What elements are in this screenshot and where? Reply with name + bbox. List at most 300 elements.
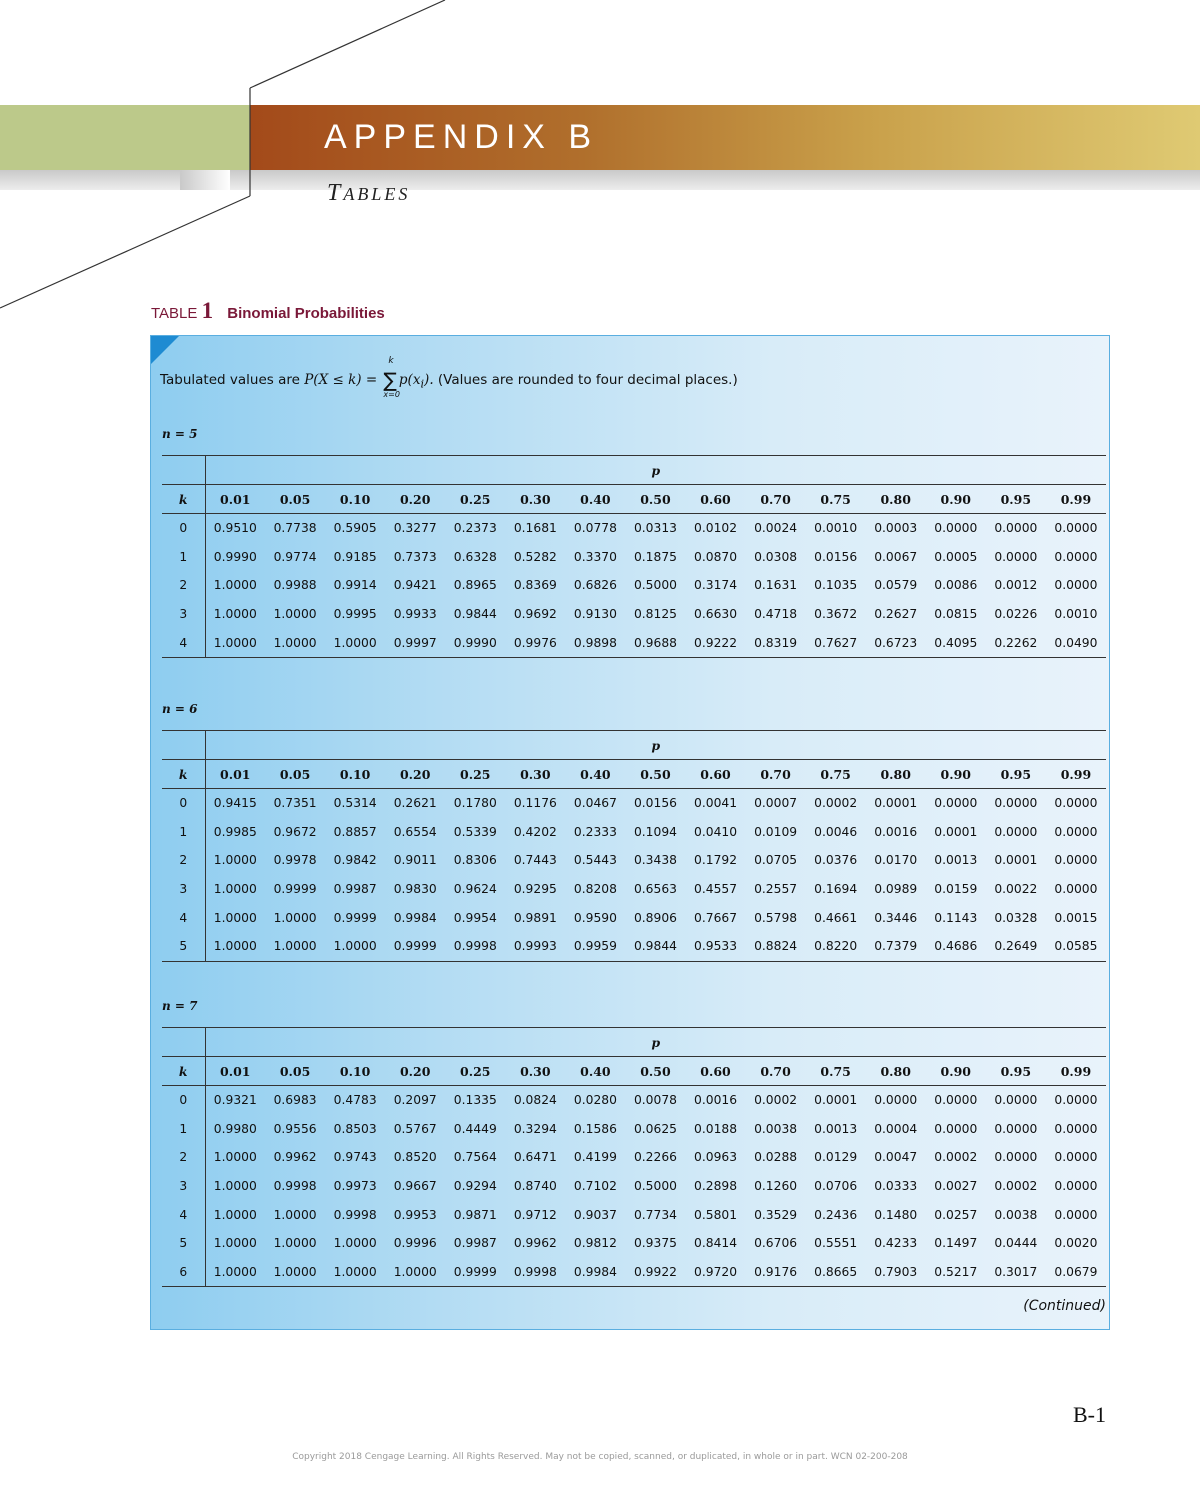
p-value-header: 0.25 (445, 760, 505, 789)
probability-cell: 0.1780 (453, 796, 497, 811)
probability-cell: 0.0067 (874, 549, 918, 564)
p-value-header: 0.01 (205, 760, 265, 789)
probability-cell: 0.5905 (333, 521, 377, 536)
probability-cell: 0.8906 (633, 910, 677, 925)
p-value-header: 0.90 (926, 1057, 986, 1086)
continued-note: (Continued) (1023, 1298, 1106, 1314)
header-blank-cell (162, 1028, 205, 1057)
decorative-line-top (250, 0, 445, 88)
probability-cell: 0.6983 (273, 1093, 317, 1108)
probability-cell: 0.0815 (934, 607, 978, 622)
probability-cell: 0.0129 (814, 1150, 858, 1165)
probability-cell: 0.0000 (994, 549, 1038, 564)
probability-cell: 0.6723 (866, 628, 926, 657)
p-value-header: 0.25 (445, 485, 505, 514)
probability-cell: 0.0027 (934, 1179, 978, 1194)
probability-cell: 0.1094 (633, 824, 677, 839)
probability-cell: 0.9953 (393, 1207, 437, 1222)
intro-part2: (Values are rounded to four decimal places.) (433, 372, 738, 388)
probability-cell: 0.7564 (453, 1150, 497, 1165)
probability-cell: 1.0000 (265, 932, 325, 961)
probability-cell: 0.1694 (814, 882, 858, 897)
k-value: 4 (162, 628, 205, 657)
probability-cell: 0.0170 (874, 853, 918, 868)
probability-cell: 0.2621 (393, 796, 437, 811)
probability-cell: 0.9672 (273, 824, 317, 839)
probability-cell: 0.0000 (1054, 824, 1098, 839)
k-value: 6 (162, 1258, 205, 1287)
p-value-header: 0.10 (325, 1057, 385, 1086)
probability-cell: 1.0000 (213, 1207, 257, 1222)
probability-cell: 0.2097 (393, 1093, 437, 1108)
probability-cell: 0.9667 (393, 1179, 437, 1194)
probability-cell: 0.1335 (453, 1093, 497, 1108)
probability-cell: 0.9176 (746, 1258, 806, 1287)
probability-cell: 0.0000 (1054, 1207, 1098, 1222)
probability-cell: 0.0870 (694, 549, 738, 564)
probability-cell: 0.1143 (934, 910, 978, 925)
probability-cell: 0.8824 (746, 932, 806, 961)
probability-cell: 0.7379 (866, 932, 926, 961)
probability-cell: 0.3174 (694, 578, 738, 593)
probability-cell: 0.0288 (754, 1150, 798, 1165)
probability-cell: 0.0000 (1054, 796, 1098, 811)
probability-cell: 0.0109 (754, 824, 798, 839)
k-value: 3 (162, 1172, 205, 1201)
table-row (162, 514, 1106, 543)
k-header: k (162, 1057, 205, 1086)
k-value: 1 (162, 543, 205, 572)
probability-cell: 0.1681 (513, 521, 557, 536)
probability-cell: 0.2373 (453, 521, 497, 536)
probability-cell: 0.0000 (1054, 549, 1098, 564)
probability-cell: 1.0000 (205, 1258, 265, 1287)
probability-cell: 0.0038 (754, 1121, 798, 1136)
probability-cell: 0.0778 (573, 521, 617, 536)
probability-cell: 0.9973 (333, 1179, 377, 1194)
table-row (162, 875, 1106, 904)
probability-cell: 0.8208 (573, 882, 617, 897)
k-header: k (162, 485, 205, 514)
table-row (162, 1115, 1106, 1144)
probability-cell: 0.3446 (874, 910, 918, 925)
probability-cell: 0.1035 (814, 578, 858, 593)
probability-cell: 0.0706 (814, 1179, 858, 1194)
k-value: 1 (162, 818, 205, 847)
probability-cell: 0.1497 (934, 1236, 978, 1251)
probability-cell: 0.0000 (1054, 1093, 1098, 1108)
probability-cell: 0.7734 (633, 1207, 677, 1222)
probability-cell: 0.4783 (333, 1093, 377, 1108)
probability-cell: 0.5000 (633, 1179, 677, 1194)
probability-cell: 0.4095 (926, 628, 986, 657)
probability-cell: 0.0156 (633, 796, 677, 811)
probability-cell: 0.9844 (453, 607, 497, 622)
probability-cell: 0.9999 (445, 1258, 505, 1287)
probability-cell: 0.2627 (874, 607, 918, 622)
p-value-header: 0.99 (1046, 1057, 1106, 1086)
p-value-header: 0.40 (565, 760, 625, 789)
probability-cell: 0.8503 (333, 1121, 377, 1136)
p-value-header: 0.50 (625, 485, 685, 514)
probability-cell: 0.9321 (213, 1093, 257, 1108)
table-row (162, 1200, 1106, 1229)
probability-cell: 0.7738 (273, 521, 317, 536)
probability-cell: 0.0000 (934, 521, 978, 536)
copyright-notice: Copyright 2018 Cengage Learning. All Rights Reserved. May not be copied, scanned, or duplicated, in whole or in part. WCN 02-200-208 (292, 1452, 908, 1462)
probability-cell: 0.1875 (633, 549, 677, 564)
probability-cell: 1.0000 (205, 932, 265, 961)
probability-cell: 0.9962 (513, 1236, 557, 1251)
k-value: 2 (162, 1143, 205, 1172)
probability-cell: 0.4661 (814, 910, 858, 925)
probability-cell: 0.6706 (754, 1236, 798, 1251)
probability-cell: 0.9959 (565, 932, 625, 961)
probability-cell: 0.9222 (686, 628, 746, 657)
probability-cell: 0.3294 (513, 1121, 557, 1136)
probability-cell: 0.0016 (694, 1093, 738, 1108)
probability-cell: 0.9984 (565, 1258, 625, 1287)
probability-cell: 1.0000 (273, 1207, 317, 1222)
p-value-header: 0.30 (505, 485, 565, 514)
probability-cell: 0.0308 (754, 549, 798, 564)
k-value: 0 (162, 789, 205, 818)
table-row (162, 846, 1106, 875)
k-value: 3 (162, 875, 205, 904)
probability-cell: 1.0000 (273, 607, 317, 622)
probability-cell: 0.9692 (513, 607, 557, 622)
probability-cell: 0.2649 (986, 932, 1046, 961)
probability-cell: 0.9995 (333, 607, 377, 622)
probability-cell: 0.0257 (934, 1207, 978, 1222)
probability-cell: 0.0013 (814, 1121, 858, 1136)
p-value-header: 0.20 (385, 1057, 445, 1086)
intro-part1: Tabulated values are (160, 372, 305, 388)
probability-cell: 0.0000 (994, 1093, 1038, 1108)
probability-cell: 0.0012 (994, 578, 1038, 593)
p-value-header: 0.95 (986, 1057, 1046, 1086)
probability-cell: 0.5217 (926, 1258, 986, 1287)
table-caption-number: 1 (201, 298, 214, 323)
table-intro (160, 356, 738, 399)
probability-cell: 0.6554 (393, 824, 437, 839)
p-value-header: 0.10 (325, 760, 385, 789)
probability-cell: 0.5000 (633, 578, 677, 593)
p-value-header: 0.80 (866, 1057, 926, 1086)
probability-cell: 0.9844 (625, 932, 685, 961)
k-value: 2 (162, 846, 205, 875)
p-value-header: 0.05 (265, 760, 325, 789)
p-value-header: 0.60 (686, 485, 746, 514)
probability-cell: 0.2262 (986, 628, 1046, 657)
probability-cell: 0.6328 (453, 549, 497, 564)
sum-upper-limit: k (388, 356, 394, 366)
probability-cell: 0.0963 (694, 1150, 738, 1165)
table-row (162, 1086, 1106, 1115)
probability-cell: 0.9987 (333, 882, 377, 897)
probability-cell: 0.6826 (573, 578, 617, 593)
binomial-table (162, 730, 1106, 962)
probability-cell: 0.9990 (445, 628, 505, 657)
probability-cell: 0.9294 (453, 1179, 497, 1194)
probability-cell: 0.9922 (625, 1258, 685, 1287)
probability-cell: 0.4202 (513, 824, 557, 839)
probability-cell: 0.1480 (874, 1207, 918, 1222)
probability-cell: 1.0000 (213, 853, 257, 868)
probability-cell: 0.9842 (333, 853, 377, 868)
p-value-header: 0.40 (565, 1057, 625, 1086)
probability-cell: 0.2898 (694, 1179, 738, 1194)
p-header: p (205, 1028, 1106, 1057)
probability-cell: 0.9590 (573, 910, 617, 925)
binomial-table (162, 455, 1106, 658)
probability-cell: 0.9999 (333, 910, 377, 925)
table-row (162, 571, 1106, 600)
p-value-header: 0.75 (806, 485, 866, 514)
probability-cell: 0.0000 (1054, 882, 1098, 897)
probability-cell: 0.2333 (573, 824, 617, 839)
p-value-header: 0.95 (986, 760, 1046, 789)
probability-cell: 1.0000 (213, 882, 257, 897)
probability-cell: 0.9999 (385, 932, 445, 961)
probability-cell: 0.9993 (505, 932, 565, 961)
probability-cell: 0.0410 (694, 824, 738, 839)
probability-cell: 0.0004 (874, 1121, 918, 1136)
probability-cell: 0.0000 (874, 1093, 918, 1108)
probability-cell: 0.5282 (513, 549, 557, 564)
probability-cell: 0.9891 (513, 910, 557, 925)
probability-cell: 0.9985 (213, 824, 257, 839)
p-value-header: 0.90 (926, 485, 986, 514)
probability-cell: 0.4557 (694, 882, 738, 897)
p-value-header: 0.80 (866, 485, 926, 514)
probability-cell: 0.8965 (453, 578, 497, 593)
probability-cell: 0.0000 (1054, 578, 1098, 593)
probability-cell: 1.0000 (213, 1236, 257, 1251)
p-value-header: 0.99 (1046, 760, 1106, 789)
p-value-header: 0.90 (926, 760, 986, 789)
p-value-header: 0.60 (686, 1057, 746, 1086)
probability-cell: 0.0086 (934, 578, 978, 593)
probability-cell: 0.0000 (934, 1093, 978, 1108)
probability-cell: 1.0000 (265, 628, 325, 657)
probability-cell: 0.2436 (814, 1207, 858, 1222)
probability-cell: 0.0020 (1054, 1236, 1098, 1251)
probability-cell: 1.0000 (385, 1258, 445, 1287)
p-value-header: 0.05 (265, 1057, 325, 1086)
header-blank-cell (162, 456, 205, 485)
probability-cell: 0.9688 (625, 628, 685, 657)
p-value-header: 0.70 (746, 760, 806, 789)
k-value: 0 (162, 1086, 205, 1115)
probability-cell: 0.1586 (573, 1121, 617, 1136)
probability-cell: 0.0007 (754, 796, 798, 811)
probability-cell: 0.9011 (393, 853, 437, 868)
probability-cell: 0.0333 (874, 1179, 918, 1194)
panel-corner-marker (151, 336, 179, 364)
probability-cell: 0.5767 (393, 1121, 437, 1136)
probability-cell: 0.9774 (273, 549, 317, 564)
probability-cell: 1.0000 (213, 1179, 257, 1194)
p-value-header: 0.10 (325, 485, 385, 514)
probability-cell: 0.8520 (393, 1150, 437, 1165)
probability-cell: 0.9624 (453, 882, 497, 897)
probability-cell: 0.9712 (513, 1207, 557, 1222)
probability-cell: 0.9997 (385, 628, 445, 657)
probability-cell: 0.3672 (814, 607, 858, 622)
p-value-header: 0.75 (806, 1057, 866, 1086)
probability-cell: 0.7373 (393, 549, 437, 564)
intro-formula-left: P(X ≤ k) = (304, 372, 382, 388)
probability-cell: 0.0078 (633, 1093, 677, 1108)
probability-cell: 0.0313 (633, 521, 677, 536)
probability-cell: 0.5314 (333, 796, 377, 811)
n-label: n = 6 (162, 702, 198, 716)
probability-cell: 0.0010 (1054, 607, 1098, 622)
probability-cell: 0.0000 (994, 1150, 1038, 1165)
probability-cell: 0.0000 (994, 521, 1038, 536)
probability-cell: 0.1176 (513, 796, 557, 811)
probability-cell: 0.5339 (453, 824, 497, 839)
probability-cell: 0.9556 (273, 1121, 317, 1136)
probability-cell: 1.0000 (213, 607, 257, 622)
probability-cell: 0.9988 (273, 578, 317, 593)
probability-cell: 0.7351 (273, 796, 317, 811)
n-label: n = 5 (162, 427, 198, 441)
probability-cell: 0.3529 (754, 1207, 798, 1222)
table-row (162, 1229, 1106, 1258)
k-header: k (162, 760, 205, 789)
probability-cell: 0.3438 (633, 853, 677, 868)
intro-formula-subscript: i (420, 377, 425, 391)
probability-cell: 0.9421 (393, 578, 437, 593)
probability-cell: 0.9720 (686, 1258, 746, 1287)
p-value-header: 0.50 (625, 1057, 685, 1086)
probability-cell: 0.9962 (273, 1150, 317, 1165)
probability-cell: 0.0490 (1046, 628, 1106, 657)
table-caption-prefix: TABLE (151, 305, 198, 322)
probability-cell: 0.0001 (994, 853, 1038, 868)
k-value: 5 (162, 1229, 205, 1258)
table-caption-title: Binomial Probabilities (227, 305, 385, 322)
probability-cell: 0.4199 (573, 1150, 617, 1165)
p-value-header: 0.30 (505, 1057, 565, 1086)
probability-cell: 0.0188 (694, 1121, 738, 1136)
probability-cell: 0.0005 (934, 549, 978, 564)
probability-cell: 0.4233 (874, 1236, 918, 1251)
probability-cell: 0.9990 (213, 549, 257, 564)
probability-cell: 0.4686 (926, 932, 986, 961)
probability-cell: 0.9871 (453, 1207, 497, 1222)
k-value: 4 (162, 1200, 205, 1229)
probability-cell: 1.0000 (325, 932, 385, 961)
probability-cell: 0.0000 (934, 1121, 978, 1136)
p-value-header: 0.20 (385, 485, 445, 514)
binomial-table (162, 1027, 1106, 1287)
table-row (162, 1258, 1106, 1287)
probability-cell: 0.9375 (633, 1236, 677, 1251)
probability-cell: 0.9976 (505, 628, 565, 657)
p-value-header: 0.20 (385, 760, 445, 789)
k-value: 0 (162, 514, 205, 543)
summation-symbol: ∑ k x=0 (383, 356, 400, 399)
probability-cell: 0.7627 (806, 628, 866, 657)
probability-cell: 0.9812 (573, 1236, 617, 1251)
p-value-header: 0.70 (746, 1057, 806, 1086)
probability-cell: 0.7667 (694, 910, 738, 925)
probability-cell: 0.3370 (573, 549, 617, 564)
probability-cell: 1.0000 (265, 1258, 325, 1287)
probability-cell: 0.1260 (754, 1179, 798, 1194)
probability-cell: 0.9295 (513, 882, 557, 897)
k-value: 4 (162, 903, 205, 932)
probability-cell: 0.9185 (333, 549, 377, 564)
probability-cell: 0.2266 (633, 1150, 677, 1165)
probability-cell: 0.0038 (994, 1207, 1038, 1222)
probability-cell: 0.6630 (694, 607, 738, 622)
probability-cell: 0.9037 (573, 1207, 617, 1222)
probability-cell: 0.8740 (513, 1179, 557, 1194)
probability-cell: 0.8857 (333, 824, 377, 839)
probability-cell: 0.0022 (994, 882, 1038, 897)
probability-cell: 0.0705 (754, 853, 798, 868)
probability-cell: 0.0444 (994, 1236, 1038, 1251)
probability-cell: 0.8220 (806, 932, 866, 961)
appendix-subtitle (327, 180, 410, 207)
probability-cell: 0.9130 (573, 607, 617, 622)
probability-cell: 0.0000 (994, 824, 1038, 839)
probability-cell: 0.5443 (573, 853, 617, 868)
probability-cell: 0.9830 (393, 882, 437, 897)
k-value: 1 (162, 1115, 205, 1144)
probability-cell: 0.0226 (994, 607, 1038, 622)
probability-cell: 0.9533 (686, 932, 746, 961)
probability-cell: 0.0102 (694, 521, 738, 536)
probability-cell: 0.9996 (393, 1236, 437, 1251)
p-header: p (205, 731, 1106, 760)
p-value-header: 0.99 (1046, 485, 1106, 514)
probability-cell: 1.0000 (213, 910, 257, 925)
probability-cell: 0.9898 (565, 628, 625, 657)
table-row (162, 789, 1106, 818)
probability-cell: 0.0024 (754, 521, 798, 536)
probability-cell: 0.9998 (333, 1207, 377, 1222)
intro-formula-right: p(x (398, 372, 421, 388)
probability-cell: 0.7443 (513, 853, 557, 868)
page-number: B-1 (1073, 1402, 1106, 1427)
p-value-header: 0.01 (205, 485, 265, 514)
probability-cell: 0.7102 (573, 1179, 617, 1194)
probability-cell: 0.1631 (754, 578, 798, 593)
probability-cell: 0.5551 (814, 1236, 858, 1251)
probability-cell: 0.0585 (1046, 932, 1106, 961)
p-header: p (205, 456, 1106, 485)
probability-cell: 0.9978 (273, 853, 317, 868)
probability-cell: 0.3017 (986, 1258, 1046, 1287)
probability-cell: 0.0000 (1054, 1121, 1098, 1136)
probability-cell: 0.3277 (393, 521, 437, 536)
probability-cell: 0.8306 (453, 853, 497, 868)
probability-cell: 0.9933 (393, 607, 437, 622)
probability-cell: 0.6471 (513, 1150, 557, 1165)
p-value-header: 0.30 (505, 760, 565, 789)
table-row (162, 1143, 1106, 1172)
probability-cell: 0.0047 (874, 1150, 918, 1165)
probability-cell: 0.0041 (694, 796, 738, 811)
probability-cell: 0.0000 (994, 1121, 1038, 1136)
probability-cell: 0.0159 (934, 882, 978, 897)
probability-cell: 0.0000 (1054, 1179, 1098, 1194)
